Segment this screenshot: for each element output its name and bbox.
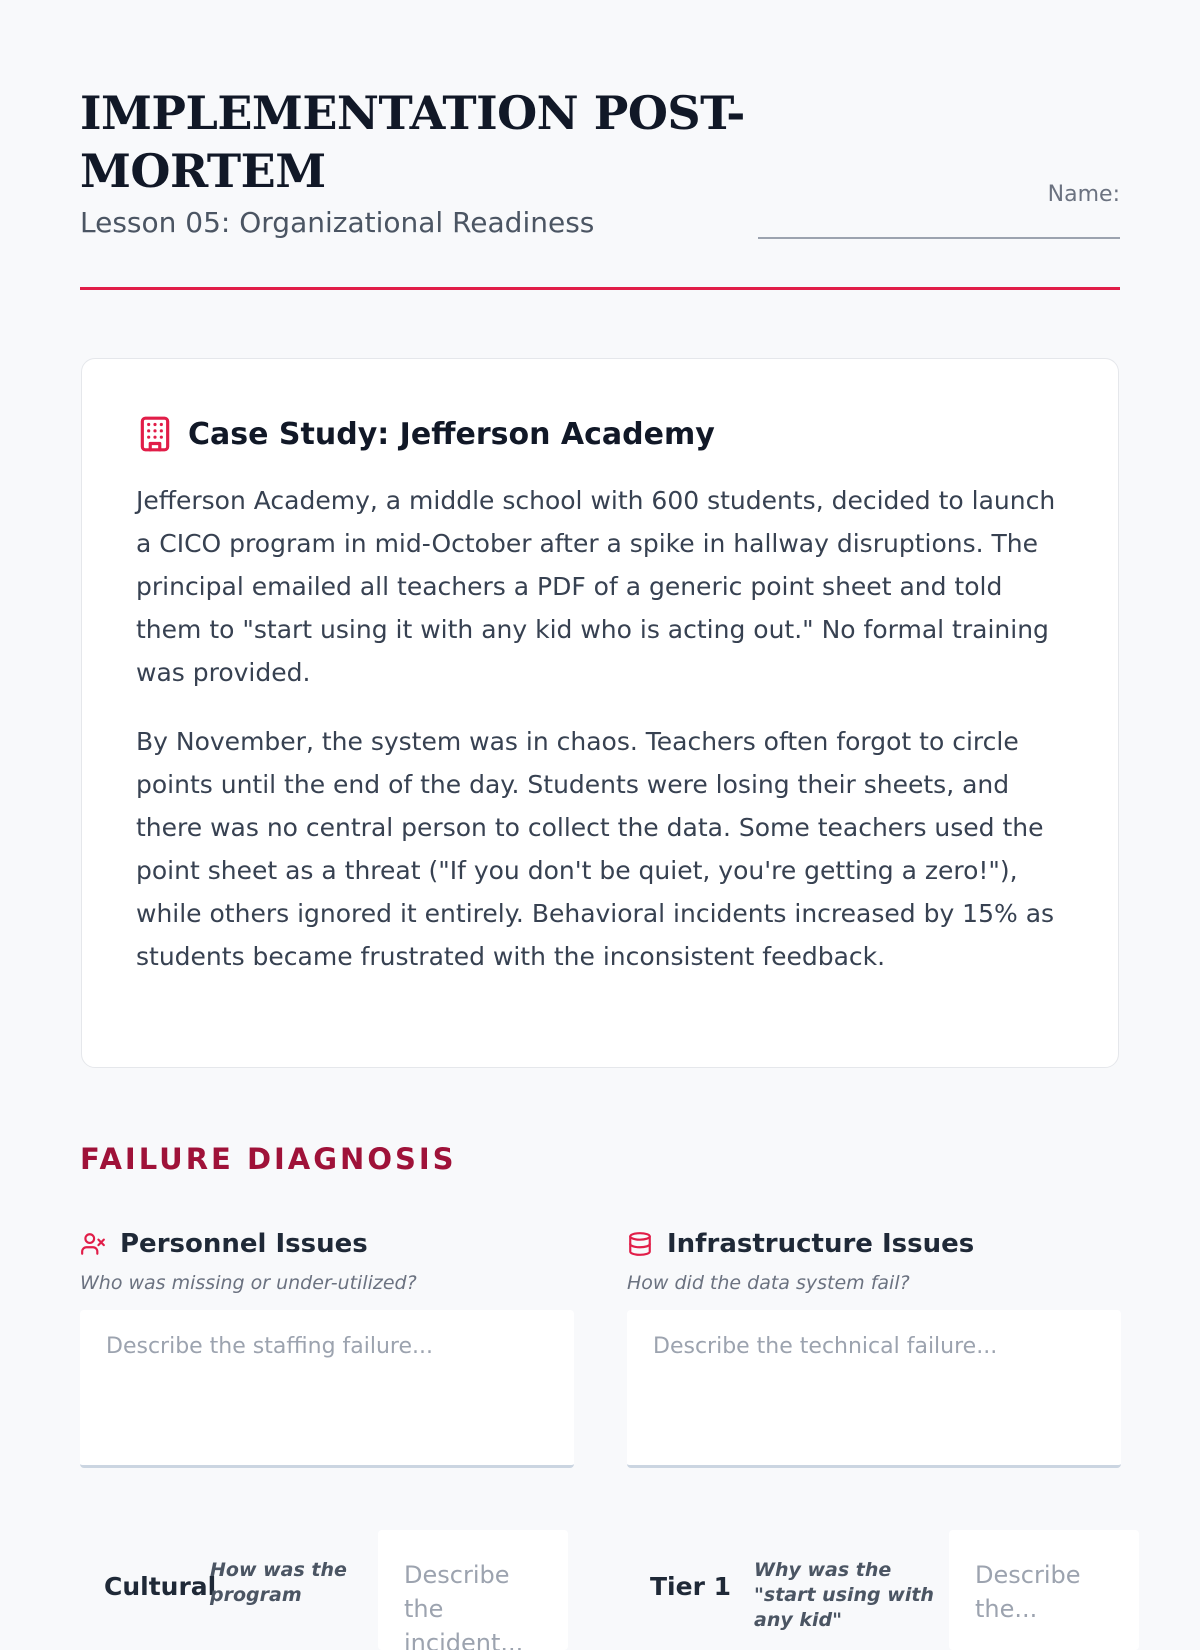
infrastructure-issues-block xyxy=(627,1226,1121,1468)
cultural-issues-input[interactable] xyxy=(378,1530,568,1650)
cultural-issues-title: Cultural xyxy=(104,1572,217,1601)
failure-diagnosis-title: FAILURE DIAGNOSIS xyxy=(80,1142,457,1176)
personnel-issues-hint: Who was missing or under-utilized? xyxy=(80,1272,417,1294)
page-header xyxy=(80,84,1120,239)
building-icon xyxy=(136,415,174,453)
database-icon xyxy=(627,1231,653,1257)
name-label: Name: xyxy=(1047,182,1120,207)
cultural-issues-hint: How was the program xyxy=(210,1559,347,1606)
page-subtitle: Lesson 05: Organizational Readiness xyxy=(80,206,595,239)
case-study-heading xyxy=(136,415,1064,453)
personnel-issues-input[interactable] xyxy=(80,1310,574,1468)
tier1-issues-input[interactable] xyxy=(949,1530,1139,1650)
tier1-issues-hint: Why was the "start using with any kid" xyxy=(754,1559,934,1631)
page-title: IMPLEMENTATION POST-MORTEM xyxy=(80,86,745,198)
case-study-card xyxy=(81,358,1119,1068)
personnel-issues-title: Personnel Issues xyxy=(120,1229,368,1259)
user-x-icon xyxy=(80,1231,106,1257)
cultural-issues-block xyxy=(104,1530,374,1620)
personnel-issues-heading xyxy=(80,1226,574,1262)
infrastructure-issues-hint: How did the data system fail? xyxy=(627,1272,910,1294)
personnel-issues-block xyxy=(80,1226,574,1468)
case-study-paragraph: Jefferson Academy, a middle school with 600 students, decided to launch a CICO program in mid-October after a spike in hallway disruptions. The principal emailed all teachers a PDF of a generic point sheet and told them to "start using it with any kid who is acting out." No formal training was provided. xyxy=(136,486,1056,687)
name-block xyxy=(758,182,1120,239)
case-study-paragraph: By November, the system was in chaos. Teachers often forgot to circle points until the end of the day. Students were losing their sheets, and there was no central person to collect the data. Some teachers used the point sheet as a threat ("If you don't be quiet, you're getting a zero!"), while others ignored it entirely. Behavioral incidents increased by 15% as students became frustrated with the inconsistent feedback. xyxy=(136,727,1055,971)
infrastructure-issues-input[interactable] xyxy=(627,1310,1121,1468)
name-field-line[interactable] xyxy=(758,207,1120,239)
tier1-issues-block xyxy=(650,1530,940,1631)
case-study-title: Case Study: Jefferson Academy xyxy=(188,416,715,452)
header-divider xyxy=(80,287,1120,290)
infrastructure-issues-title: Infrastructure Issues xyxy=(667,1229,975,1259)
infrastructure-issues-heading xyxy=(627,1226,1121,1262)
tier1-issues-title: Tier 1 xyxy=(650,1572,732,1601)
